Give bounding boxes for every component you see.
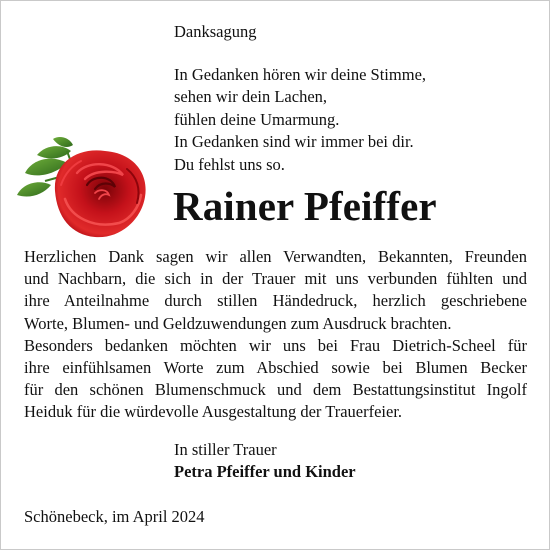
thanks-line: für den schönen Blumenschmuck und dem Bestattungsinstitut Ingolf (24, 380, 527, 400)
thanks-line: Besonders bedanken möchten wir uns bei Frau Dietrich-Scheel für (24, 335, 527, 355)
poem-line: Du fehlst uns so. (174, 154, 285, 174)
place-date: Schönebeck, im April 2024 (24, 507, 205, 526)
poem-line: fühlen deine Umarmung. (174, 109, 340, 129)
poem-line: In Gedanken sind wir immer bei dir. (174, 132, 414, 152)
poem-line: sehen wir dein Lachen, (174, 87, 328, 107)
thanks-line: ihre einfühlsamen Worte zum Abschied sowie bei Blumen Becker (24, 357, 527, 377)
signers: Petra Pfeiffer und Kinder (174, 462, 356, 481)
red-rose-image (15, 133, 153, 243)
thanks-line: Heiduk für die würdevolle Ausgestaltung der Trauerfeier. (24, 402, 403, 422)
deceased-name: Rainer Pfeiffer (173, 183, 437, 229)
thanks-line: Herzlichen Dank sagen wir allen Verwandten, Bekannten, Freunden (24, 247, 527, 266)
thanks-line: und Nachbarn, die sich in der Trauer mit uns verbunden fühlten und (24, 269, 527, 289)
poem-line: In Gedanken hören wir deine Stimme, (174, 65, 427, 84)
poem (174, 64, 426, 176)
thanks-line: Worte, Blumen- und Geldzuwendungen zum Ausdruck brachten. (24, 313, 452, 333)
notice-heading: Danksagung (174, 22, 257, 41)
thanks-text (24, 246, 527, 424)
closing-phrase: In stiller Trauer (174, 440, 277, 459)
thanks-line: ihre Anteilnahme durch stillen Händedruck, herzlich geschriebene (24, 291, 527, 311)
